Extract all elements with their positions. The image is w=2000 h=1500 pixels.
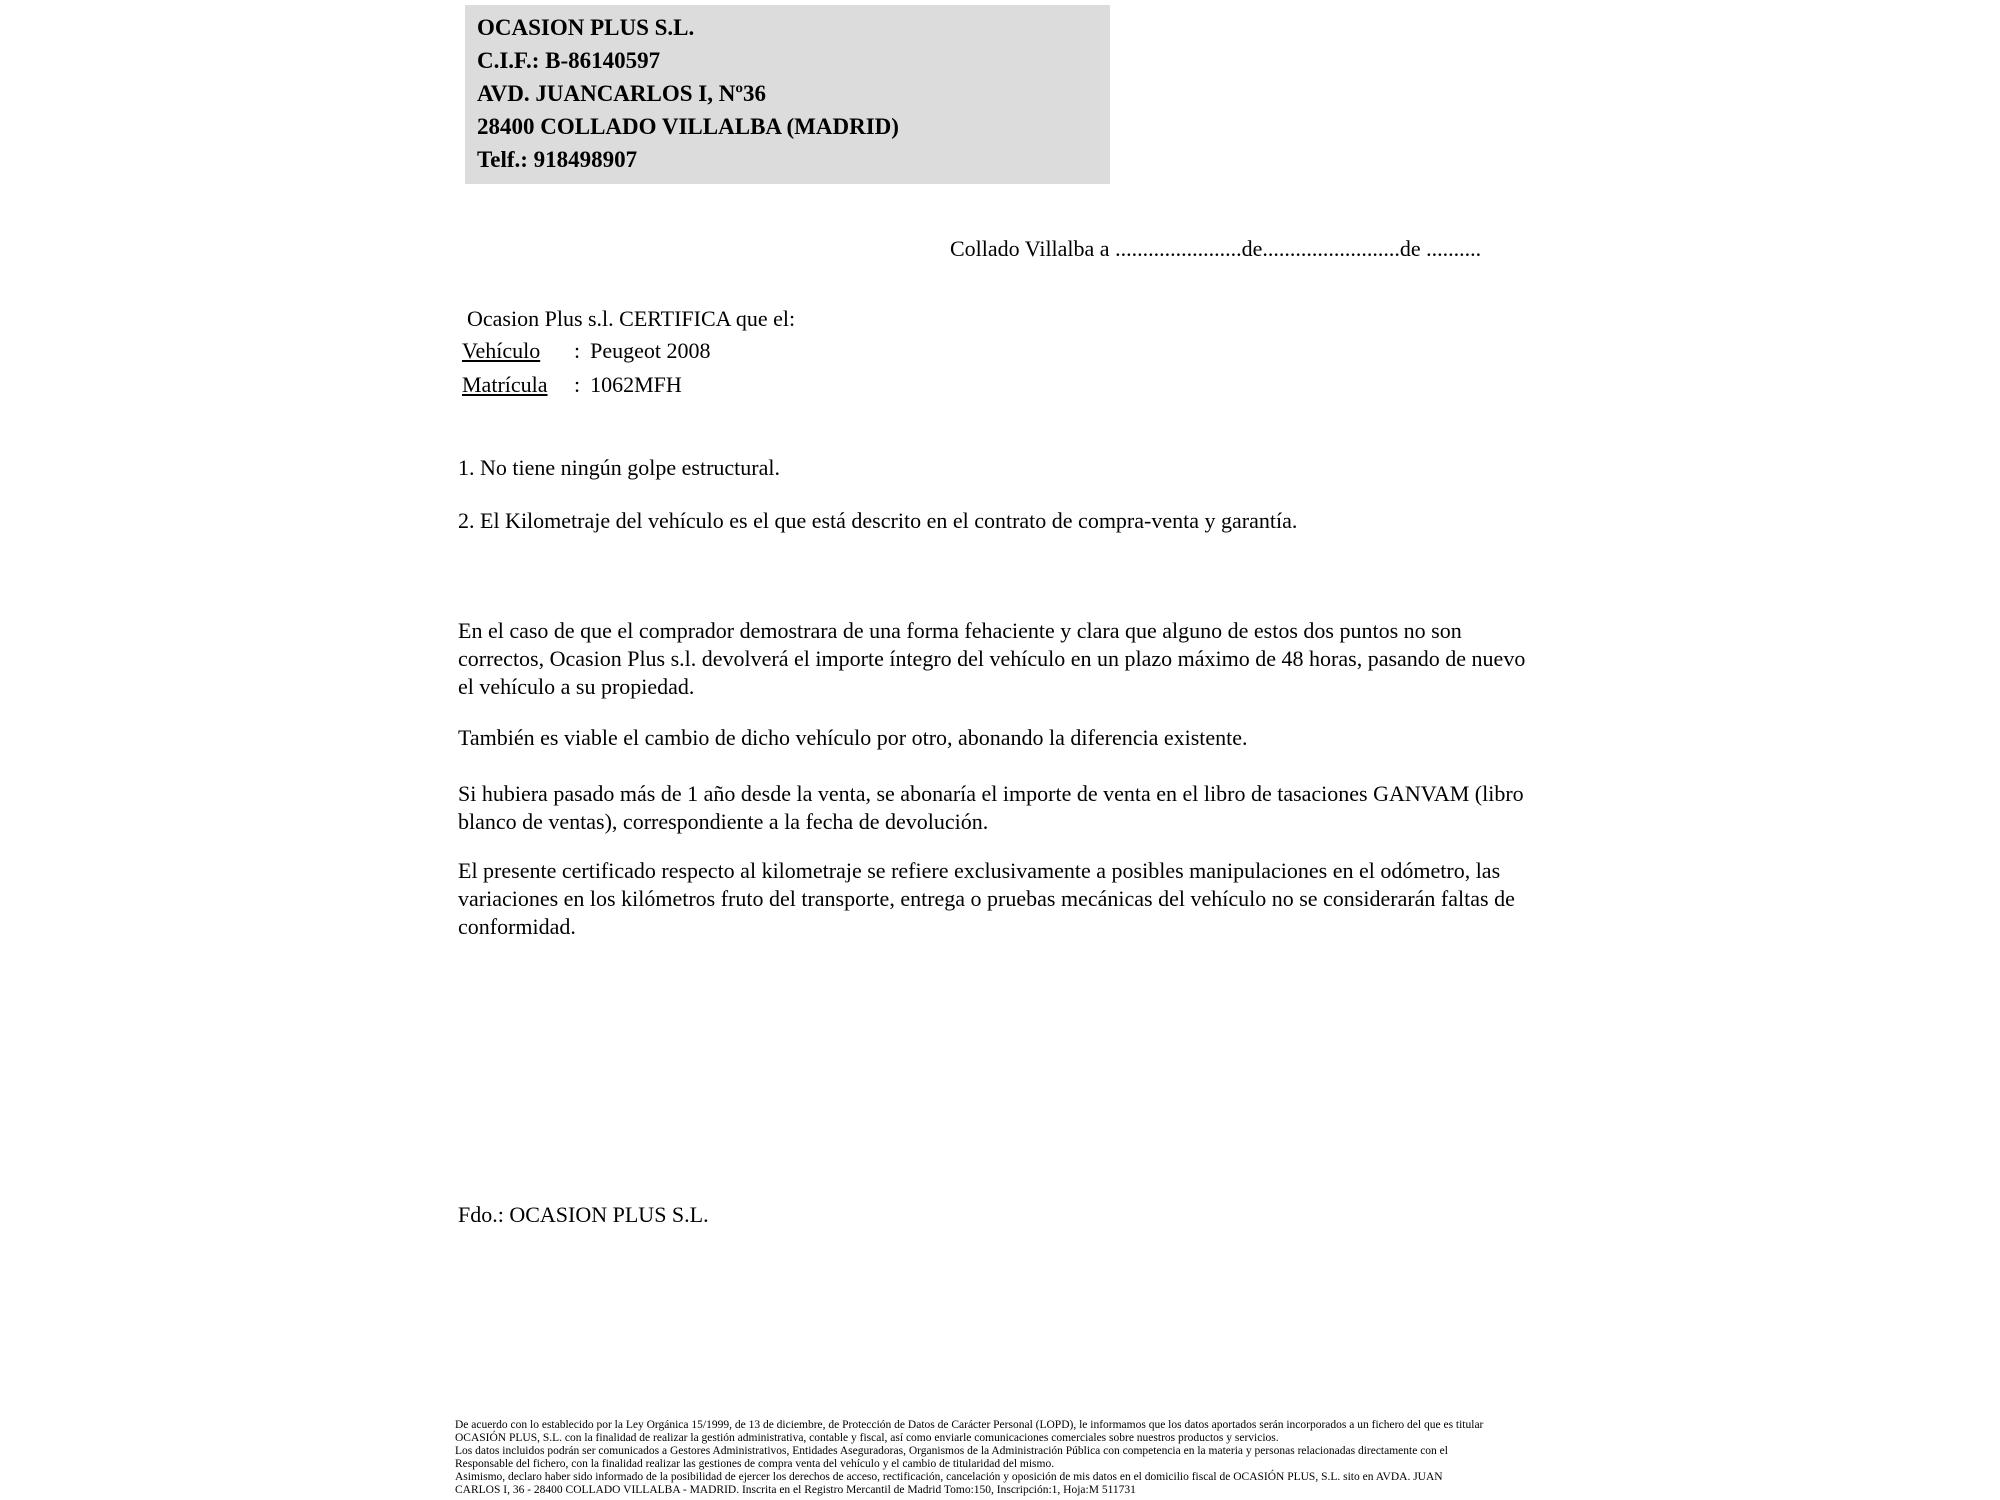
legal-line-3: Los datos incluidos podrán ser comunicados a Gestores Administrativos, Entidades Aseguradoras, Organismos de la Administración Pública con competencia en la materia y personas relacionadas directamente con el (455, 1445, 1448, 1457)
legal-line-1: De acuerdo con lo establecido por la Ley Orgánica 15/1999, de 13 de diciembre, de Protección de Datos de Carácter Personal (LOPD), le informamos que los datos aportados serán incorporados a un fichero del que es titular (455, 1419, 1484, 1431)
plate-field-row (462, 372, 682, 398)
plate-label: Matrícula (462, 372, 548, 397)
vehicle-separator: : (574, 338, 581, 363)
legal-line-5: Asimismo, declaro haber sido informado de la posibilidad de ejercer los derechos de acceso, rectificación, cancelación y oposición de mis datos en el domicilio fiscal de OCASIÓN PLUS, S.L. sito en AVDA. JUAN (455, 1471, 1443, 1483)
plate-value: 1062MFH (590, 372, 682, 397)
point-2: 2. El Kilometraje del vehículo es el que está descrito en el contrato de compra-venta y garantía. (458, 508, 1298, 533)
vehicle-value: Peugeot 2008 (590, 338, 711, 363)
point-1: 1. No tiene ningún golpe estructural. (458, 455, 780, 480)
legal-line-6: CARLOS I, 36 - 28400 COLLADO VILLALBA - MADRID. Inscrita en el Registro Mercantil de Madrid Tomo:150, Inscripción:1, Hoja:M 511731 (455, 1484, 1136, 1496)
company-address: AVD. JUANCARLOS I, Nº36 (477, 81, 766, 106)
legal-line-4: Responsable del fichero, con la finalidad realizar las gestiones de compra venta del vehículo y el cambio de titularidad del mismo. (455, 1458, 1055, 1470)
company-phone: Telf.: 918498907 (477, 147, 638, 172)
company-letterhead (465, 5, 1110, 184)
certification-intro: Ocasion Plus s.l. CERTIFICA que el: (467, 306, 796, 331)
company-city: 28400 COLLADO VILLALBA (MADRID) (477, 114, 899, 139)
paragraph-exchange: También es viable el cambio de dicho vehículo por otro, abonando la diferencia existente. (458, 725, 1248, 750)
vehicle-label: Vehículo (462, 338, 541, 363)
company-cif: C.I.F.: B-86140597 (477, 48, 661, 73)
legal-line-2: OCASIÓN PLUS, S.L. con la finalidad de realizar la gestión administrativa, contable y fiscal, así como enviarle comunicaciones comerciales sobre nuestros productos y servicios. (455, 1432, 1279, 1444)
signature-line: Fdo.: OCASION PLUS S.L. (458, 1202, 709, 1227)
paragraph-odometer: El presente certificado respecto al kilometraje se refiere exclusivamente a posibles manipulaciones en el odómetro, las variaciones en los kilómetros fruto del transporte, entrega o pruebas mecánicas del vehículo no se considerarán faltas de conformidad. (458, 858, 1515, 939)
paragraph-refund: En el caso de que el comprador demostrara de una forma fehaciente y clara que alguno de estos dos puntos no son correctos, Ocasion Plus s.l. devolverá el importe íntegro del vehículo en un plazo máximo de 48 horas, pasando de nuevo el vehículo a su propiedad. (458, 618, 1526, 699)
vehicle-field-row (462, 338, 711, 364)
paragraph-ganvam: Si hubiera pasado más de 1 año desde la venta, se abonaría el importe de venta en el libro de tasaciones GANVAM (libro blanco de ventas), correspondiente a la fecha de devolución. (458, 781, 1524, 834)
company-name: OCASION PLUS S.L. (477, 15, 695, 40)
plate-separator: : (574, 372, 581, 397)
date-line: Collado Villalba a .......................de.........................de .......... (950, 236, 1482, 261)
legal-footer (455, 1419, 1545, 1497)
